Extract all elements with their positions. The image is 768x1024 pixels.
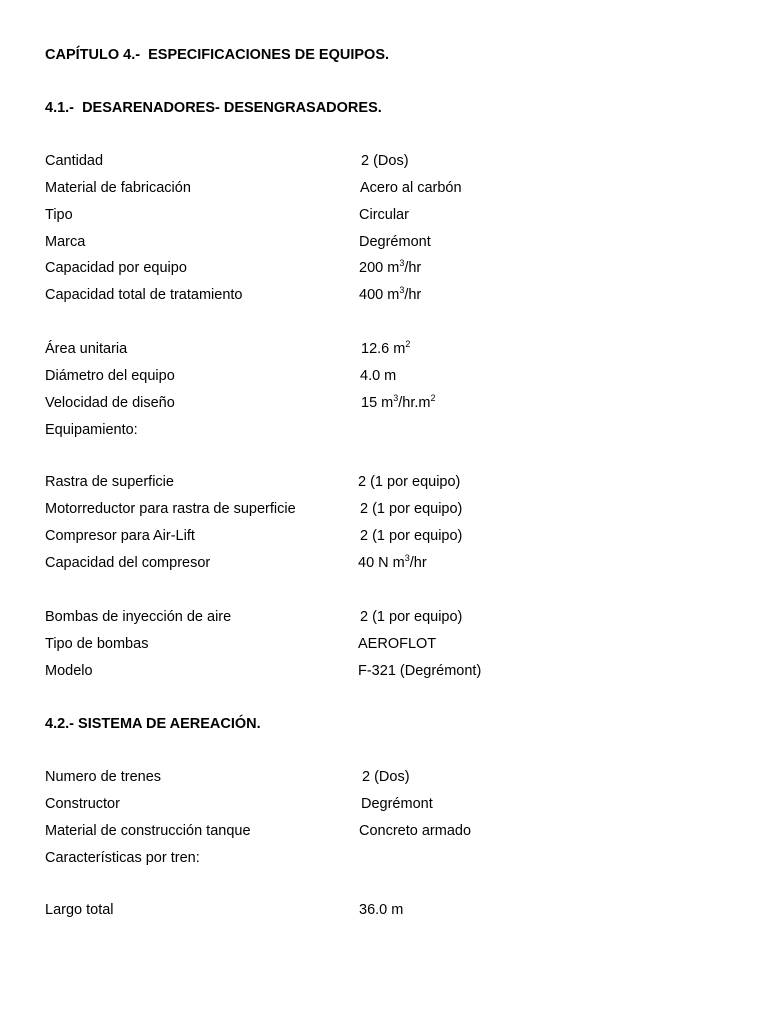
spec-value: 4.0 m (360, 368, 397, 384)
chapter-title: CAPÍTULO 4.- ESPECIFICACIONES DE EQUIPOS. (45, 47, 390, 63)
spec-label: Capacidad total de tratamiento (45, 287, 243, 303)
spec-row-capacidad-total (45, 287, 745, 307)
spec-label: Tipo (45, 207, 73, 223)
spec-value: Circular (359, 207, 409, 223)
spec-label: Constructor (45, 796, 120, 812)
spec-row-tipo-bombas (45, 636, 745, 656)
spec-value: 40 N $m^3/hr$ (358, 553, 427, 571)
spec-row-material-tanque (45, 823, 745, 843)
spec-value: Acero al carbón (360, 180, 462, 196)
spec-label: Características por tren: (45, 850, 200, 866)
spec-value: Concreto armado (359, 823, 472, 839)
spec-value: AEROFLOT (358, 636, 437, 652)
spec-row-trenes (45, 769, 745, 789)
spec-label: Tipo de bombas (45, 636, 149, 652)
spec-label: Velocidad de diseño (45, 395, 175, 411)
spec-value: 36.0 m (359, 902, 404, 918)
spec-value: 2 (1 por equipo) (360, 501, 463, 517)
spec-row-capacidad-compresor (45, 555, 745, 575)
spec-label: Rastra de superficie (45, 474, 174, 490)
spec-value: 2 (1 por equipo) (358, 474, 461, 490)
section-2-title: 4.2.- SISTEMA DE AEREACIÓN. (45, 716, 261, 732)
spec-row-tipo (45, 207, 745, 227)
spec-row-modelo (45, 663, 745, 683)
spec-label: Material de construcción tanque (45, 823, 251, 839)
spec-label: Compresor para Air-Lift (45, 528, 195, 544)
spec-row-velocidad (45, 395, 745, 415)
spec-row-caracteristicas (45, 850, 745, 870)
spec-row-compresor (45, 528, 745, 548)
spec-label: Equipamiento: (45, 422, 138, 438)
spec-row-motorreductor (45, 501, 745, 521)
spec-label: Bombas de inyección de aire (45, 609, 232, 625)
spec-label: Material de fabricación (45, 180, 191, 196)
spec-label: Marca (45, 234, 86, 250)
spec-row-area (45, 341, 745, 361)
spec-label: Modelo (45, 663, 93, 679)
spec-label: Diámetro del equipo (45, 368, 175, 384)
spec-value: Degrémont (359, 234, 431, 250)
spec-value: 12.6 $m^2$ (361, 339, 411, 357)
section-1-title: 4.1.- DESARENADORES- DESENGRASADORES. (45, 100, 382, 116)
spec-row-bombas (45, 609, 745, 629)
spec-value: 2 (Dos) (361, 153, 409, 169)
spec-value: 400 $m^3/hr$ (359, 285, 422, 303)
spec-label: Capacidad por equipo (45, 260, 187, 276)
spec-value: 2 (1 por equipo) (360, 609, 463, 625)
spec-row-material (45, 180, 745, 200)
spec-row-equipamiento (45, 422, 745, 442)
spec-row-marca (45, 234, 745, 254)
spec-label: Cantidad (45, 153, 104, 169)
spec-label: Motorreductor para rastra de superficie (45, 501, 296, 517)
spec-value: 2 (1 por equipo) (360, 528, 463, 544)
spec-row-constructor (45, 796, 745, 816)
spec-value: 15 $m^3/hr.m^2$ (361, 393, 436, 411)
spec-row-capacidad-equipo (45, 260, 745, 280)
spec-label: Área unitaria (45, 341, 128, 357)
spec-row-cantidad (45, 153, 745, 173)
spec-row-rastra (45, 474, 745, 494)
spec-row-diametro (45, 368, 745, 388)
spec-label: Largo total (45, 902, 114, 918)
spec-label: Numero de trenes (45, 769, 162, 785)
spec-row-largo-total (45, 902, 745, 922)
spec-value: Degrémont (361, 796, 433, 812)
spec-value: 200 $m^3/hr$ (359, 258, 422, 276)
spec-value: 2 (Dos) (362, 769, 410, 785)
spec-value: F-321 (Degrémont) (358, 663, 482, 679)
spec-label: Capacidad del compresor (45, 555, 211, 571)
